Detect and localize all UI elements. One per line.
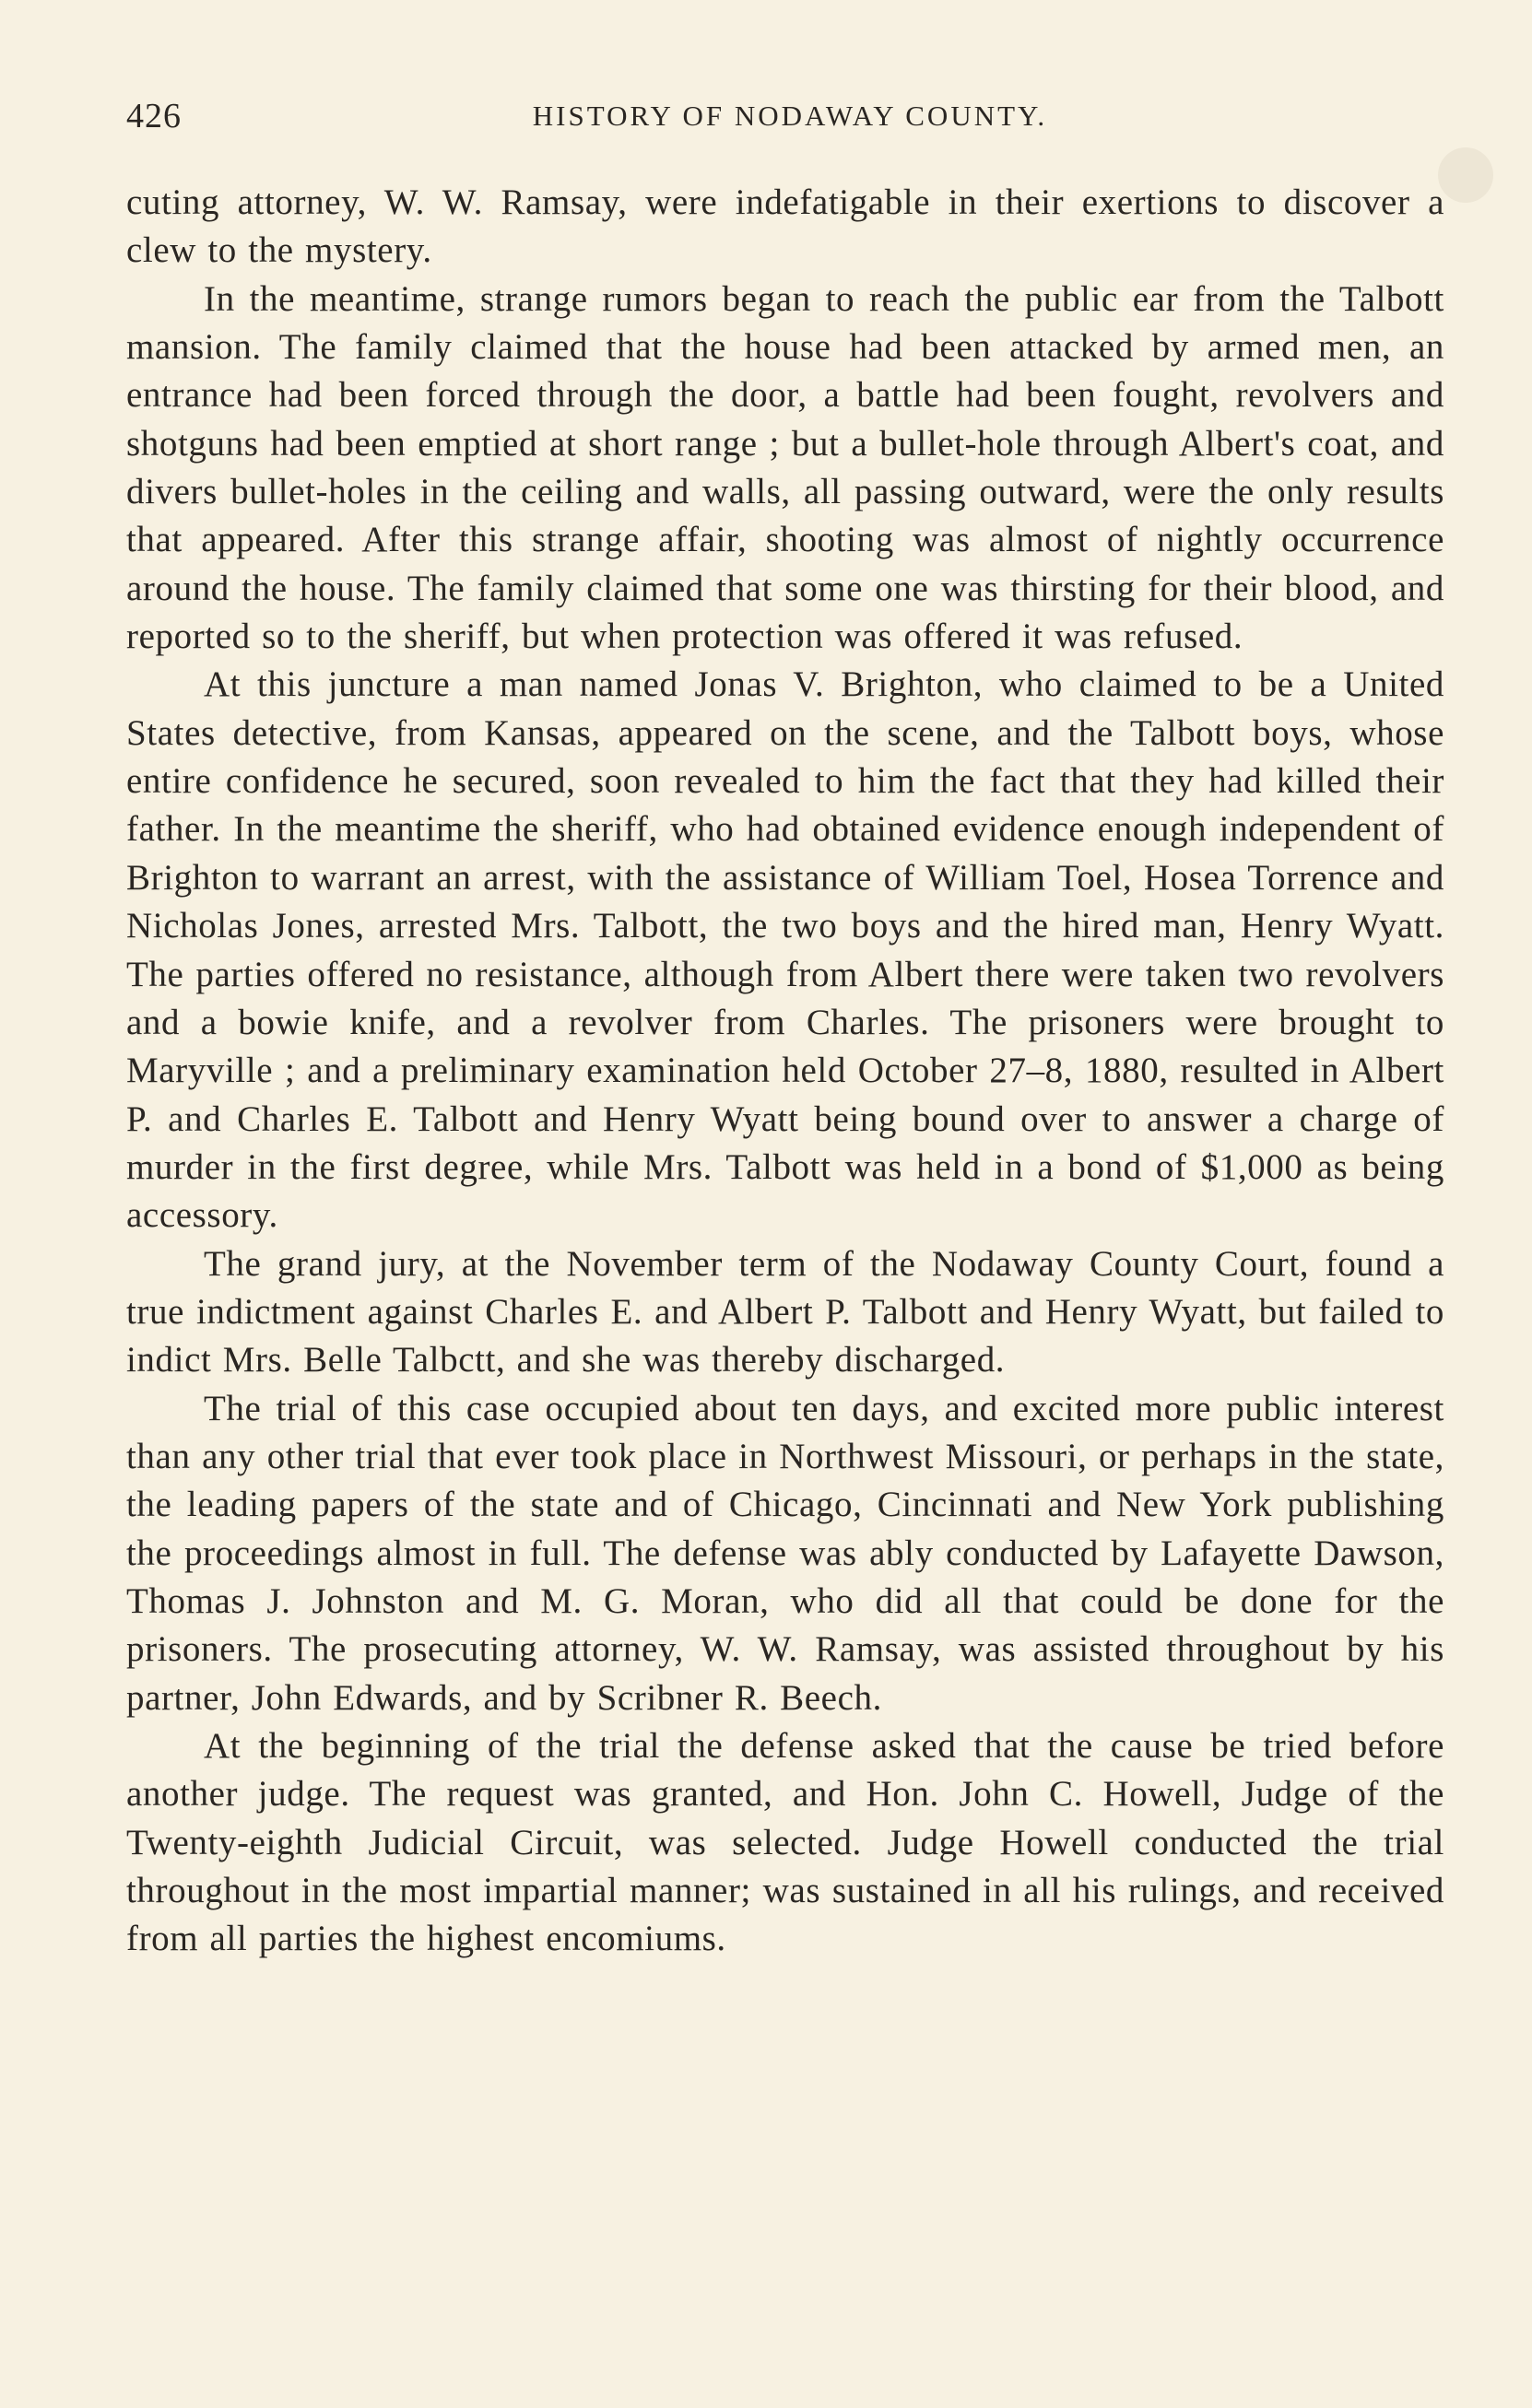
paragraph: At this juncture a man named Jonas V. Brighton, who claimed to be a United States detective, from Kansas, appeared on the scene, and the Talbott boys, whose entire confidence he secured, soon revealed to him the fact that they had killed their father. In the meantime the sheriff, who had obtained evidence enough independent of Brighton to warrant an arrest, with the assistance of William Toel, Hosea Torrence and Nicholas Jones, arrested Mrs. Talbott, the two boys and the hired man, Henry Wyatt. The parties offered no resistance, although from Albert there were taken two revolvers and a bowie knife, and a revolver from Charles. The prisoners were brought to Maryville ; and a preliminary examination held October 27–8, 1880, resulted in Albert P. and Charles E. Talbott and Henry Wyatt being bound over to answer a charge of murder in the first degree, while Mrs. Talbott was held in a bond of $1,000 as being accessory.: [126, 664, 1444, 1236]
paragraph: At the beginning of the trial the defense asked that the cause be tried before another judge. The request was granted, and Hon. John C. Howell, Judge of the Twenty-eighth Judicial Circuit, was selected. Judge Howell conducted the trial throughout in the most impartial manner; was sustained in all his rulings, and received from all parties the highest encomiums.: [126, 1726, 1444, 1959]
body-text: [126, 179, 1444, 1964]
page-header: [126, 96, 1454, 142]
paragraph: In the meantime, strange rumors began to reach the public ear from the Talbott mansion. The family claimed that the house had been attacked by armed men, an entrance had been forced through the door, a battle had been fought, revolvers and shotguns had been emptied at short range ; but a bullet-hole through Albert's coat, and divers bullet-holes in the ceiling and walls, all passing outward, were the only results that appeared. After this strange affair, shooting was almost of nightly occurrence around the house. The family claimed that some one was thirsting for their blood, and reported so to the sheriff, but when protection was offered it was refused.: [126, 278, 1444, 657]
paper-stain: [1438, 147, 1493, 203]
page-number: 426: [126, 97, 182, 135]
running-head: HISTORY OF NODAWAY COUNTY.: [532, 100, 1048, 132]
paragraph-continuation: cuting attorney, W. W. Ramsay, were indefatigable in their exertions to discover a clew to the mystery.: [126, 182, 1444, 271]
paragraph: The trial of this case occupied about ten days, and excited more public interest than any other trial that ever took place in Northwest Missouri, or perhaps in the state, the leading papers of the state and of Chicago, Cincinnati and New York publishing the proceedings almost in full. The defense was ably conducted by Lafayette Dawson, Thomas J. Johnston and M. G. Moran, who did all that could be done for the prisoners. The prosecuting attorney, W. W. Ramsay, was assisted throughout by his partner, John Edwards, and by Scribner R. Beech.: [126, 1388, 1444, 1718]
paragraph: The grand jury, at the November term of the Nodaway County Court, found a true indictment against Charles E. and Albert P. Talbott and Henry Wyatt, but failed to indict Mrs. Belle Talbctt, and she was thereby discharged.: [126, 1243, 1444, 1380]
